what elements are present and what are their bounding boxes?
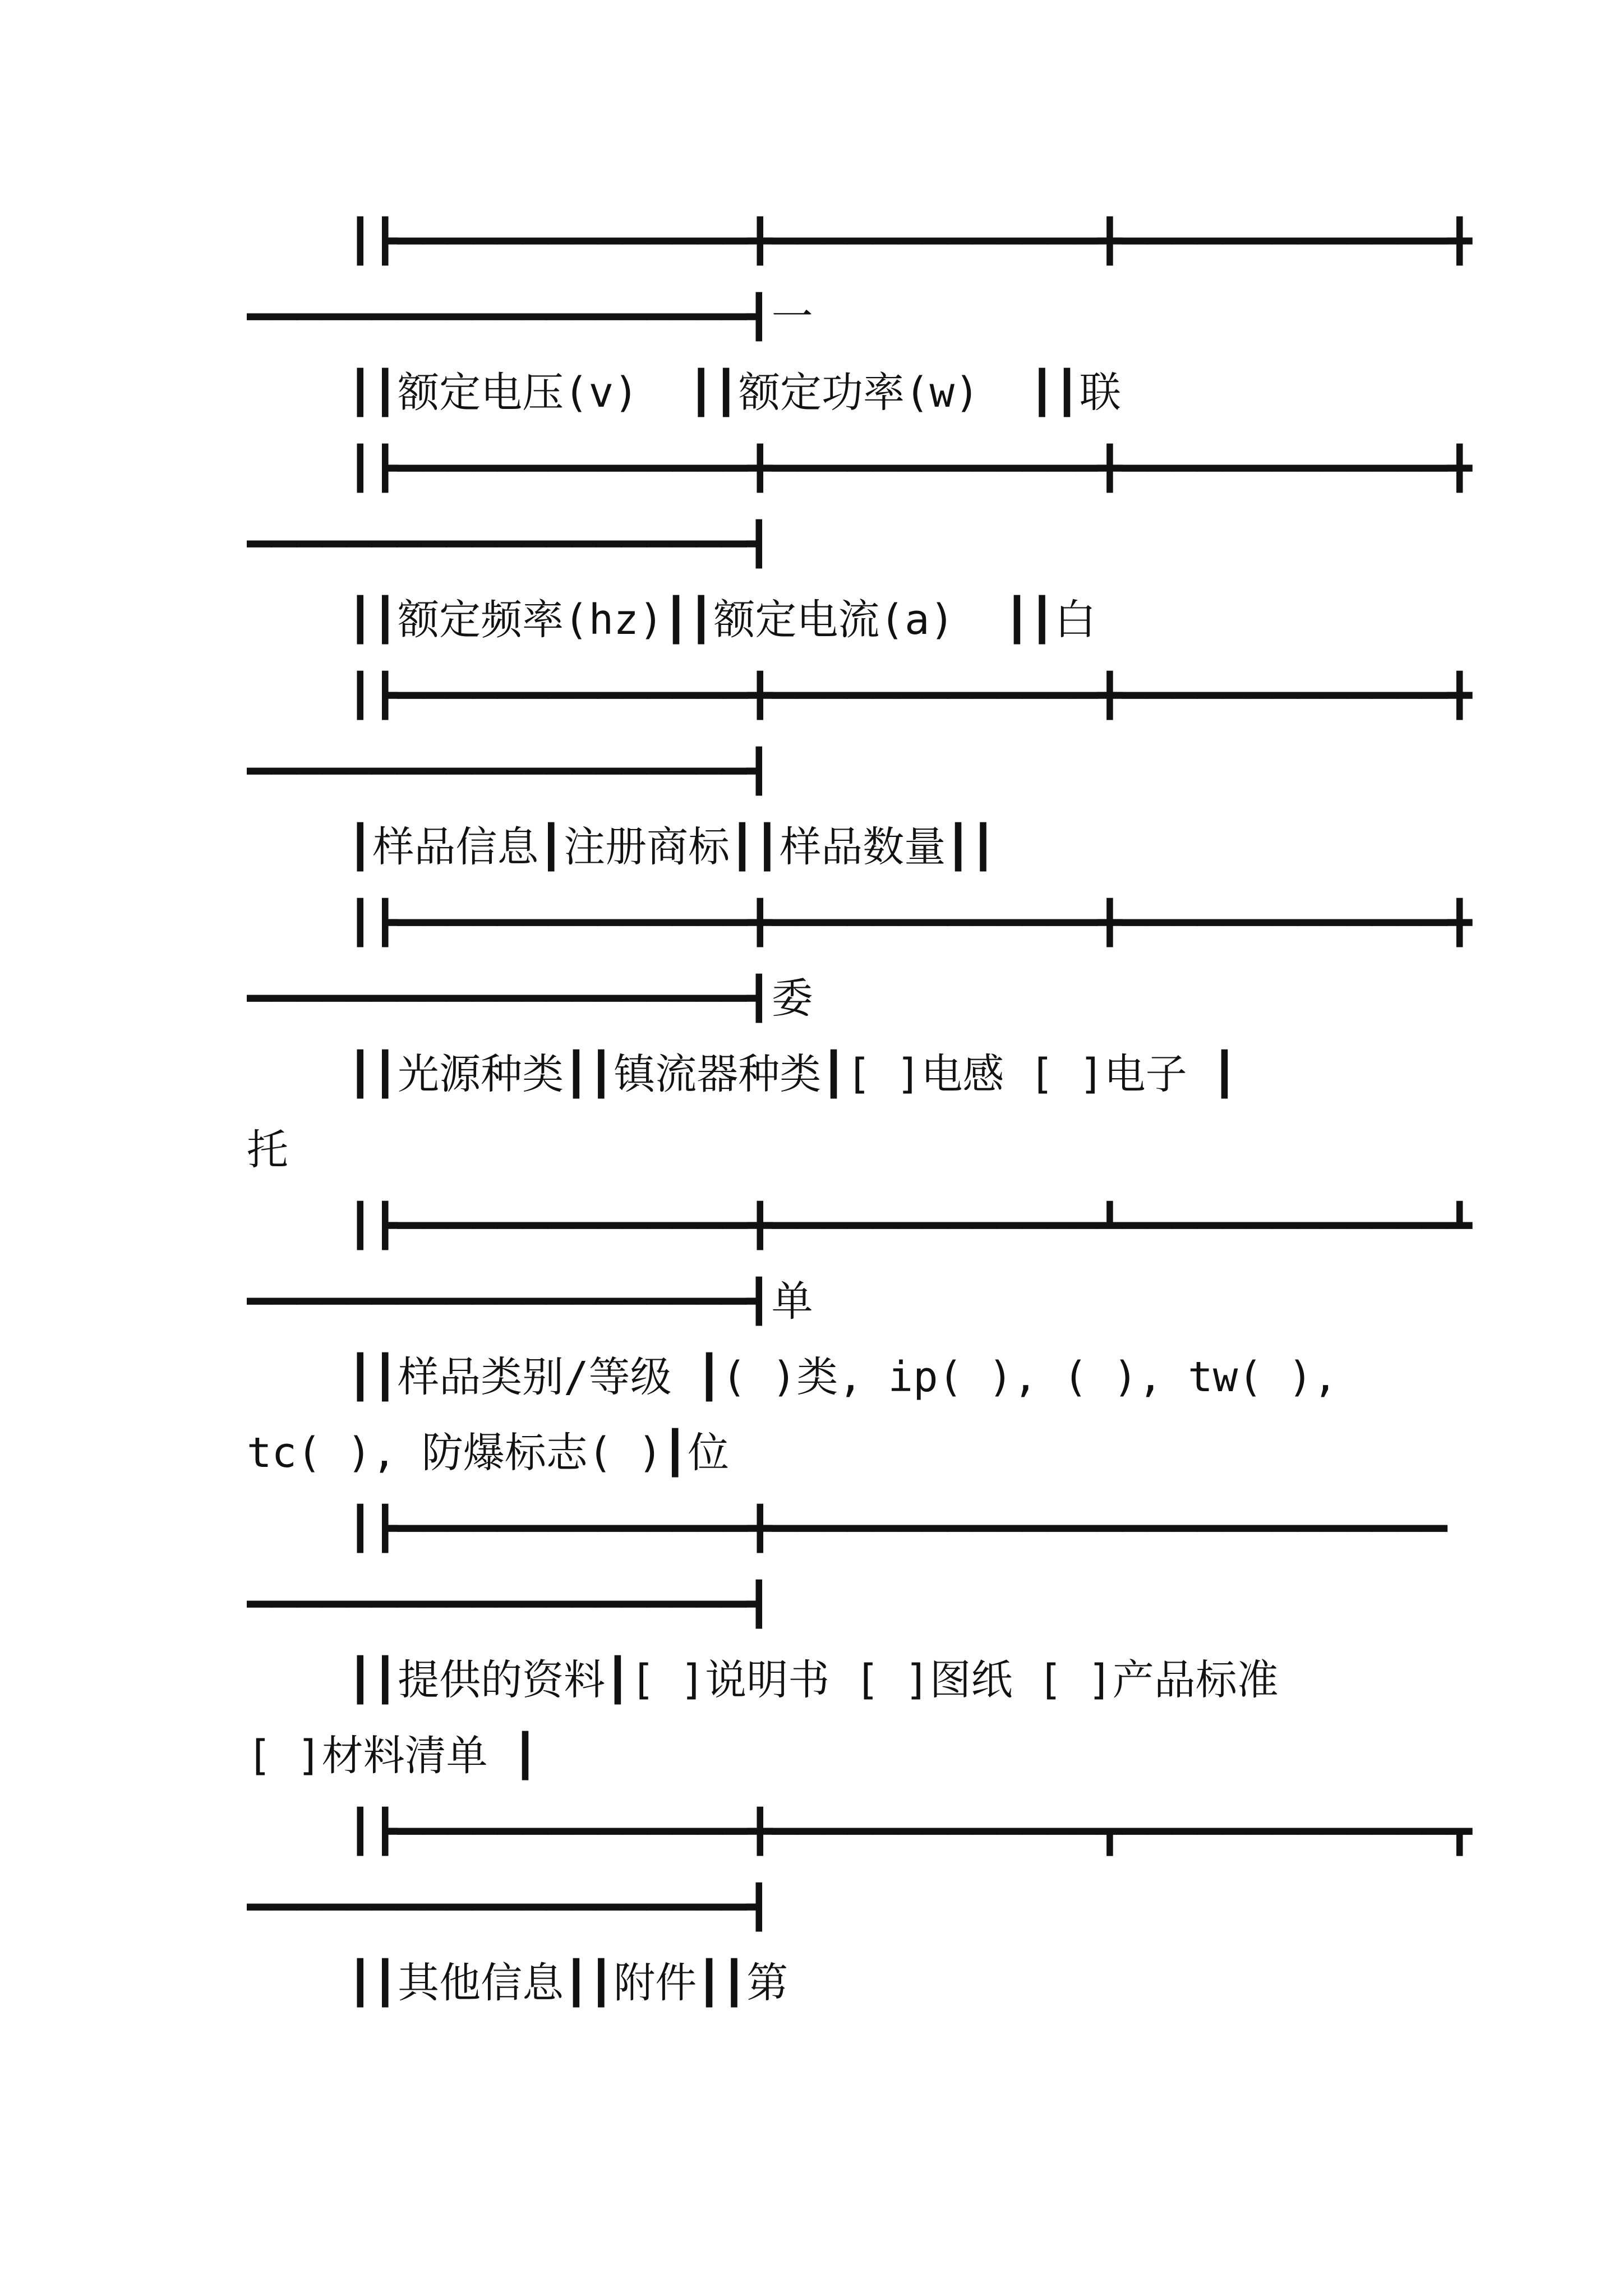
table-border-line: ┃┣━━━━━━━━━━━━━━╋━━━━━━━━━━━━━━━━━━━━━━━━━━━	[348, 1504, 1447, 1553]
table-border-line: ┃┣━━━━━━━━━━━━━━╋━━━━━━━━━━━━━╋━━━━━━━━━━━━━╋	[348, 671, 1472, 720]
table-row-text: ┃样品信息┃注册商标┃┃样品数量┃┃	[348, 823, 996, 871]
table-border-line: ━━━━━━━━━━━━━━━━━━━━┫	[247, 747, 772, 795]
table-row-text: ┃┃其他信息┃┃附件┃┃第	[348, 1959, 789, 2007]
table-border-line: ┃┣━━━━━━━━━━━━━━╋━━━━━━━━━━━━━╋━━━━━━━━━━━━━╋	[348, 444, 1472, 493]
table-row-text: 托	[247, 1126, 288, 1174]
table-border-line: ━━━━━━━━━━━━━━━━━━━━┫一	[247, 293, 813, 341]
table-border-line: ━━━━━━━━━━━━━━━━━━━━┫委	[247, 974, 813, 1023]
table-border-line: ┃┣━━━━━━━━━━━━━━╋━━━━━━━━━━━━━╋━━━━━━━━━━━━━╋	[348, 899, 1472, 947]
table-row-text: [ ]材料清单 ┃	[247, 1732, 538, 1780]
table-border-line: ┃┣━━━━━━━━━━━━━━╋━━━━━━━━━━━━━┳━━━━━━━━━━━━━┳	[348, 1807, 1472, 1856]
table-row-text: ┃┃样品类别/等级 ┃( )类, ip( ), ( ), tw( ),	[348, 1353, 1338, 1401]
table-row-text: ┃┃额定电压(v) ┃┃额定功率(w) ┃┃联	[348, 369, 1121, 417]
table-border-line: ━━━━━━━━━━━━━━━━━━━━┫	[247, 1580, 772, 1628]
table-border-line: ━━━━━━━━━━━━━━━━━━━━┫单	[247, 1277, 813, 1326]
table-border-line: ┃┣━━━━━━━━━━━━━━╋━━━━━━━━━━━━━╋━━━━━━━━━━━━━╋	[348, 217, 1472, 265]
table-row-text: ┃┃提供的资料┃[ ]说明书 [ ]图纸 [ ]产品标准	[348, 1656, 1279, 1704]
table-row-text: ┃┃额定频率(hz)┃┃额定电流(a) ┃┃白	[348, 596, 1096, 644]
table-row-text: tc( ), 防爆标志( )┃位	[247, 1429, 730, 1477]
table-border-line: ━━━━━━━━━━━━━━━━━━━━┫	[247, 520, 772, 568]
table-border-line: ┃┣━━━━━━━━━━━━━━╋━━━━━━━━━━━━━┻━━━━━━━━━━━━━┻	[348, 1202, 1472, 1250]
table-border-line: ━━━━━━━━━━━━━━━━━━━━┫	[247, 1883, 772, 1931]
table-row-text: ┃┃光源种类┃┃镇流器种类┃[ ]电感 [ ]电子 ┃	[348, 1050, 1237, 1098]
